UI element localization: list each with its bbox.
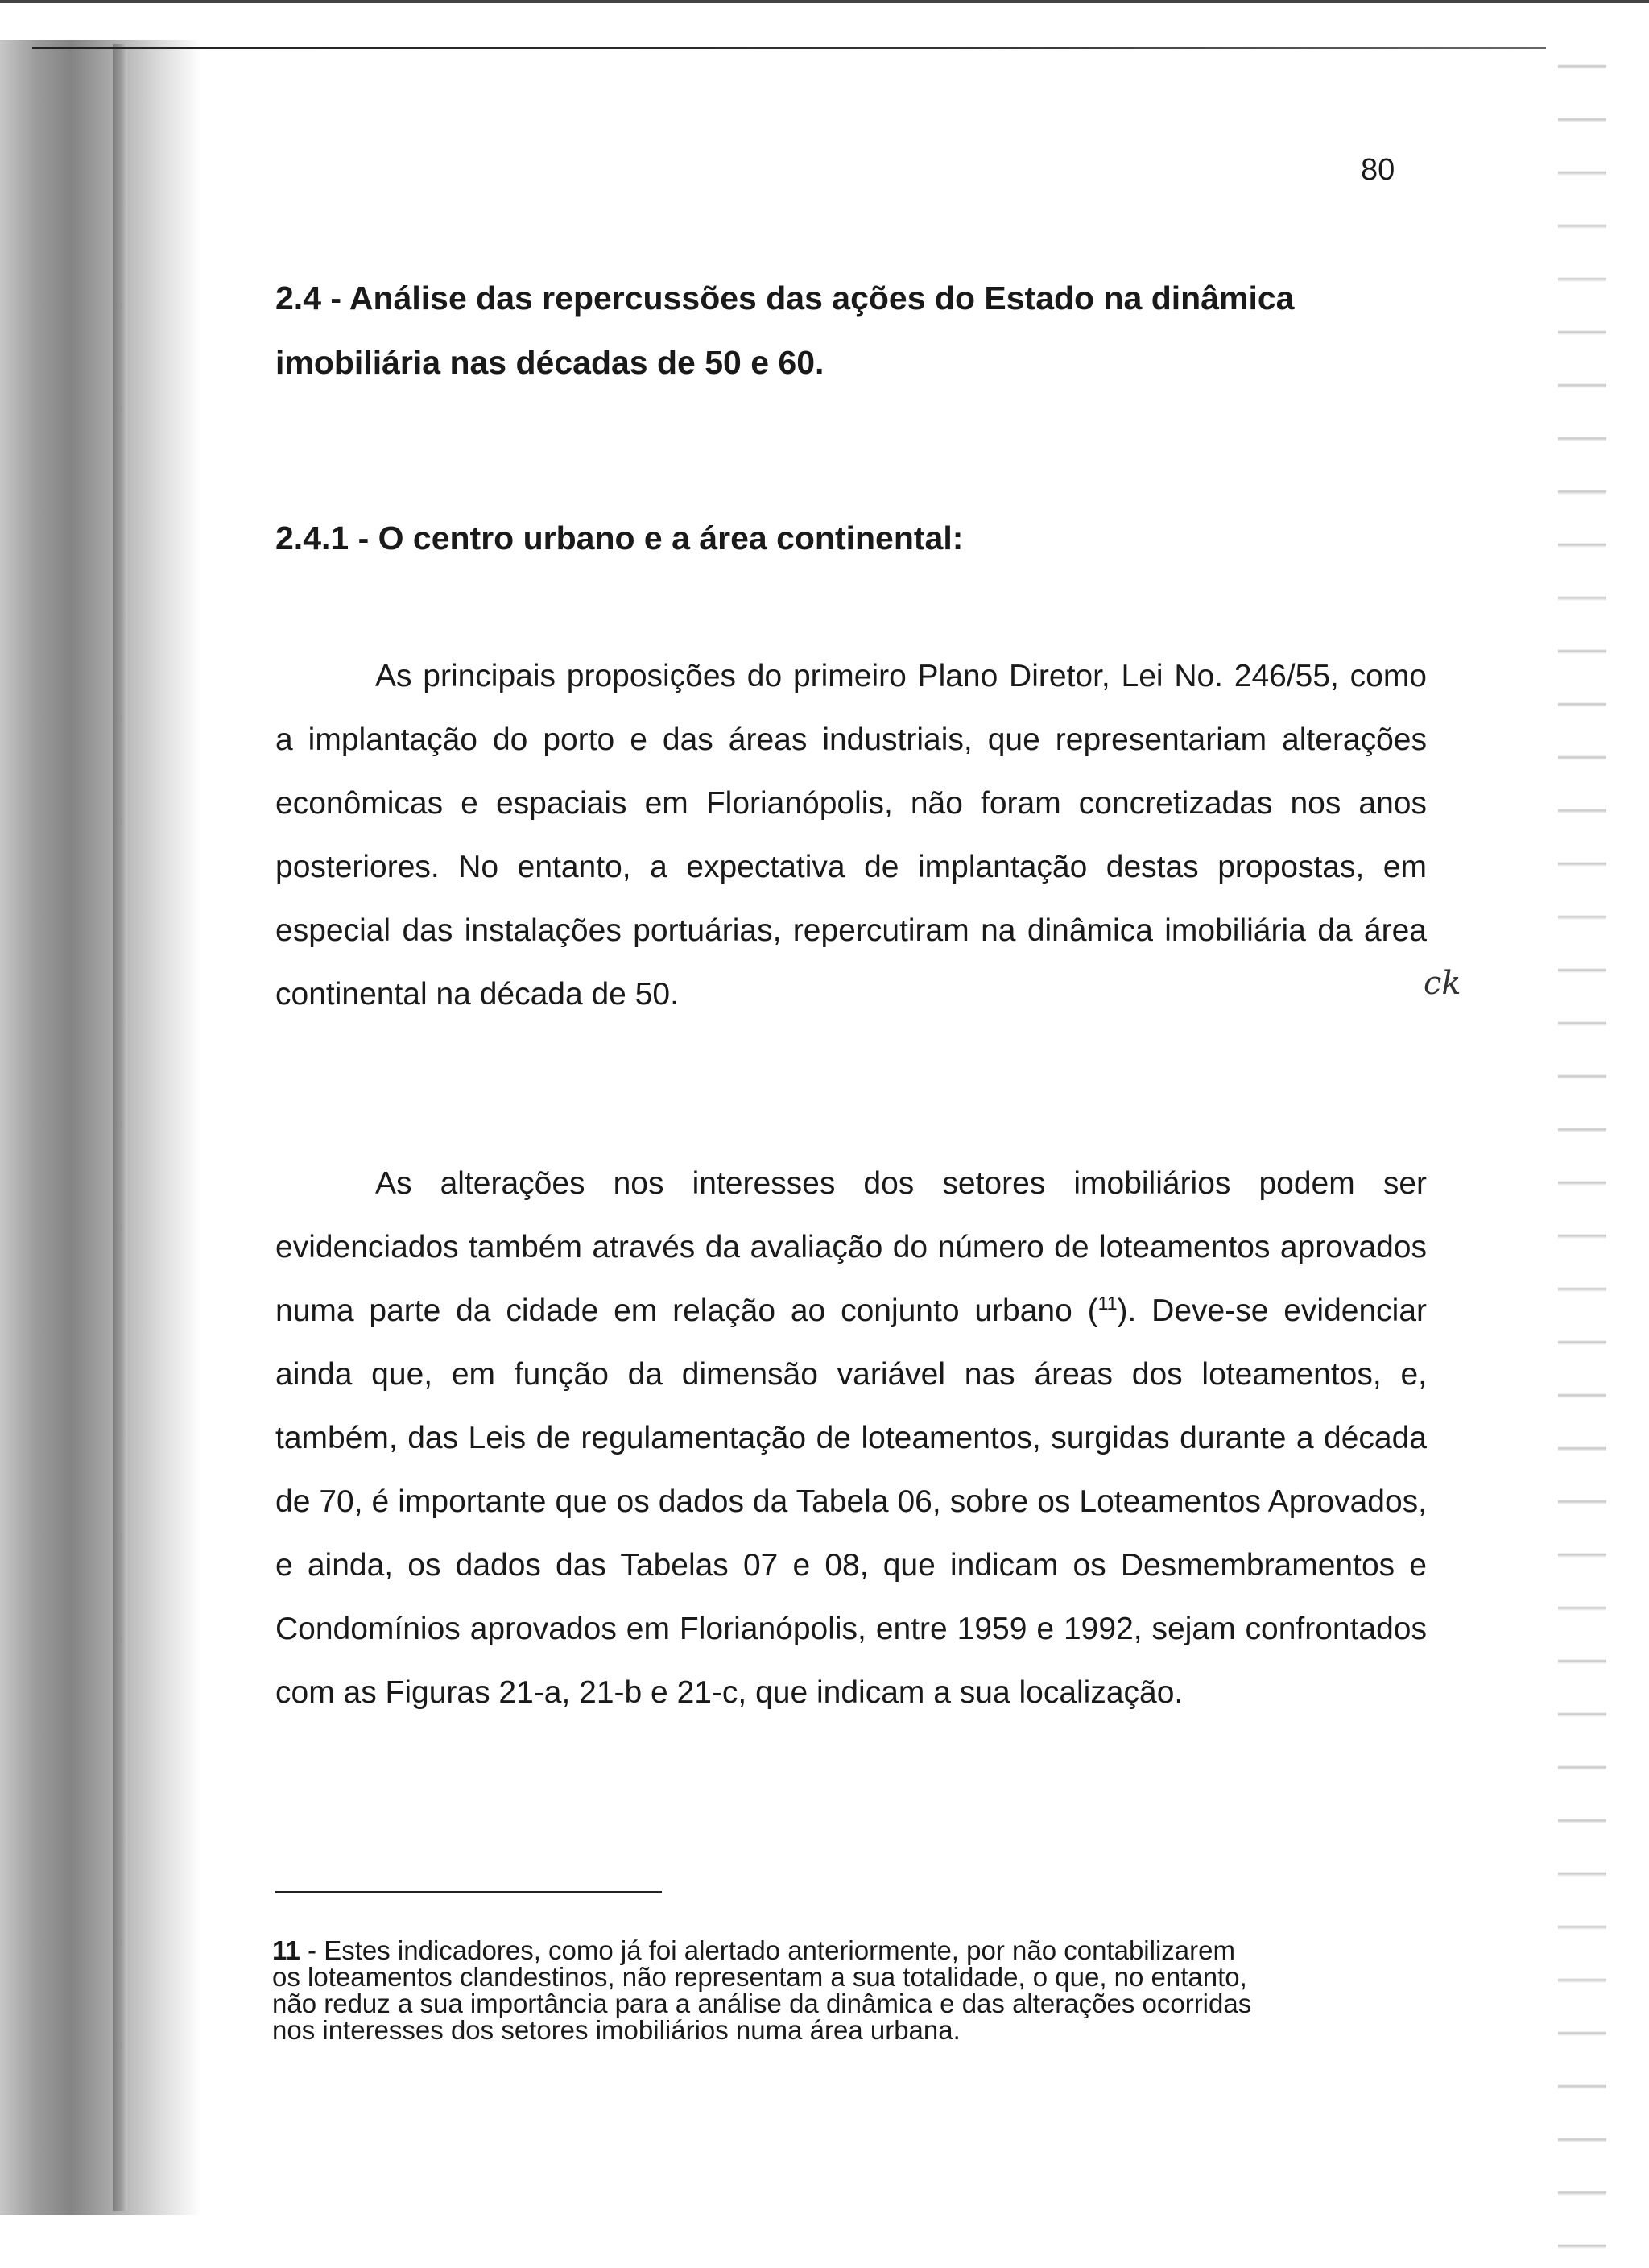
- header-rule: [32, 47, 1546, 49]
- subsection-heading: 2.4.1 - O centro urbano e a área continental:: [275, 519, 964, 557]
- footnote-separator: [275, 1891, 662, 1893]
- paragraph-2: [275, 1152, 1427, 1724]
- footnote-text: Estes indicadores, como já foi alertado anteriormente, por não contabilizarem os loteamentos clandestinos, não representam a sua totalidade, o que, no entanto, não reduz a sua importância para a análise da dinâmica e das alterações ocorridas nos interesses dos setores imobiliários numa área urbana.: [272, 1935, 1252, 2045]
- scan-top-border: [0, 0, 1649, 3]
- footnote-separator-text: -: [300, 1935, 324, 1965]
- binding-shadow: [0, 40, 201, 2215]
- perforated-edge: [1558, 16, 1606, 2255]
- handwritten-margin-mark: ck: [1424, 965, 1461, 1002]
- paragraph-2-text-end: ). Deve-se evidenciar ainda que, em função da dimensão variável nas áreas dos loteamentos, e, também, das Leis de regulamentação de loteamentos, surgidas durante a década de 70, é importante que os dados da Tabela 06, sobre os Loteamentos Aprovados, e ainda, os dados das Tabelas 07 e 08, que indicam os Desmembramentos e Condomínios aprovados em Florianópolis, entre 1959 e 1992, sejam confrontados com as Figuras 21-a, 21-b e 21-c, que indicam a sua localização.: [275, 1293, 1427, 1710]
- binding-spine: [113, 44, 127, 2211]
- paragraph-1: As principais proposições do primeiro Plano Diretor, Lei No. 246/55, como a implantação do porto e das áreas industriais, que representariam alterações econômicas e espaciais em Florianópolis, não foram concretizadas nos anos posteriores. No entanto, a expectativa de implantação destas propostas, em especial das instalações portuárias, repercutiram na dinâmica imobiliária da área continental na década de 50.: [275, 659, 1427, 1012]
- footnote: [272, 1937, 1263, 2043]
- page-number: 80: [1361, 153, 1395, 187]
- paragraph-2-text-start: As alterações nos interesses dos setores imobiliários podem ser evidenciados também através da avaliação do número de loteamentos aprovados numa parte da cidade em relação ao conjunto urbano (: [275, 1166, 1427, 1328]
- footnote-reference: 11: [1097, 1293, 1118, 1314]
- footnote-number: 11: [272, 1935, 300, 1965]
- section-heading: 2.4 - Análise das repercussões das ações do Estado na dinâmica imobiliária nas décadas de 50 e 60.: [275, 279, 1295, 381]
